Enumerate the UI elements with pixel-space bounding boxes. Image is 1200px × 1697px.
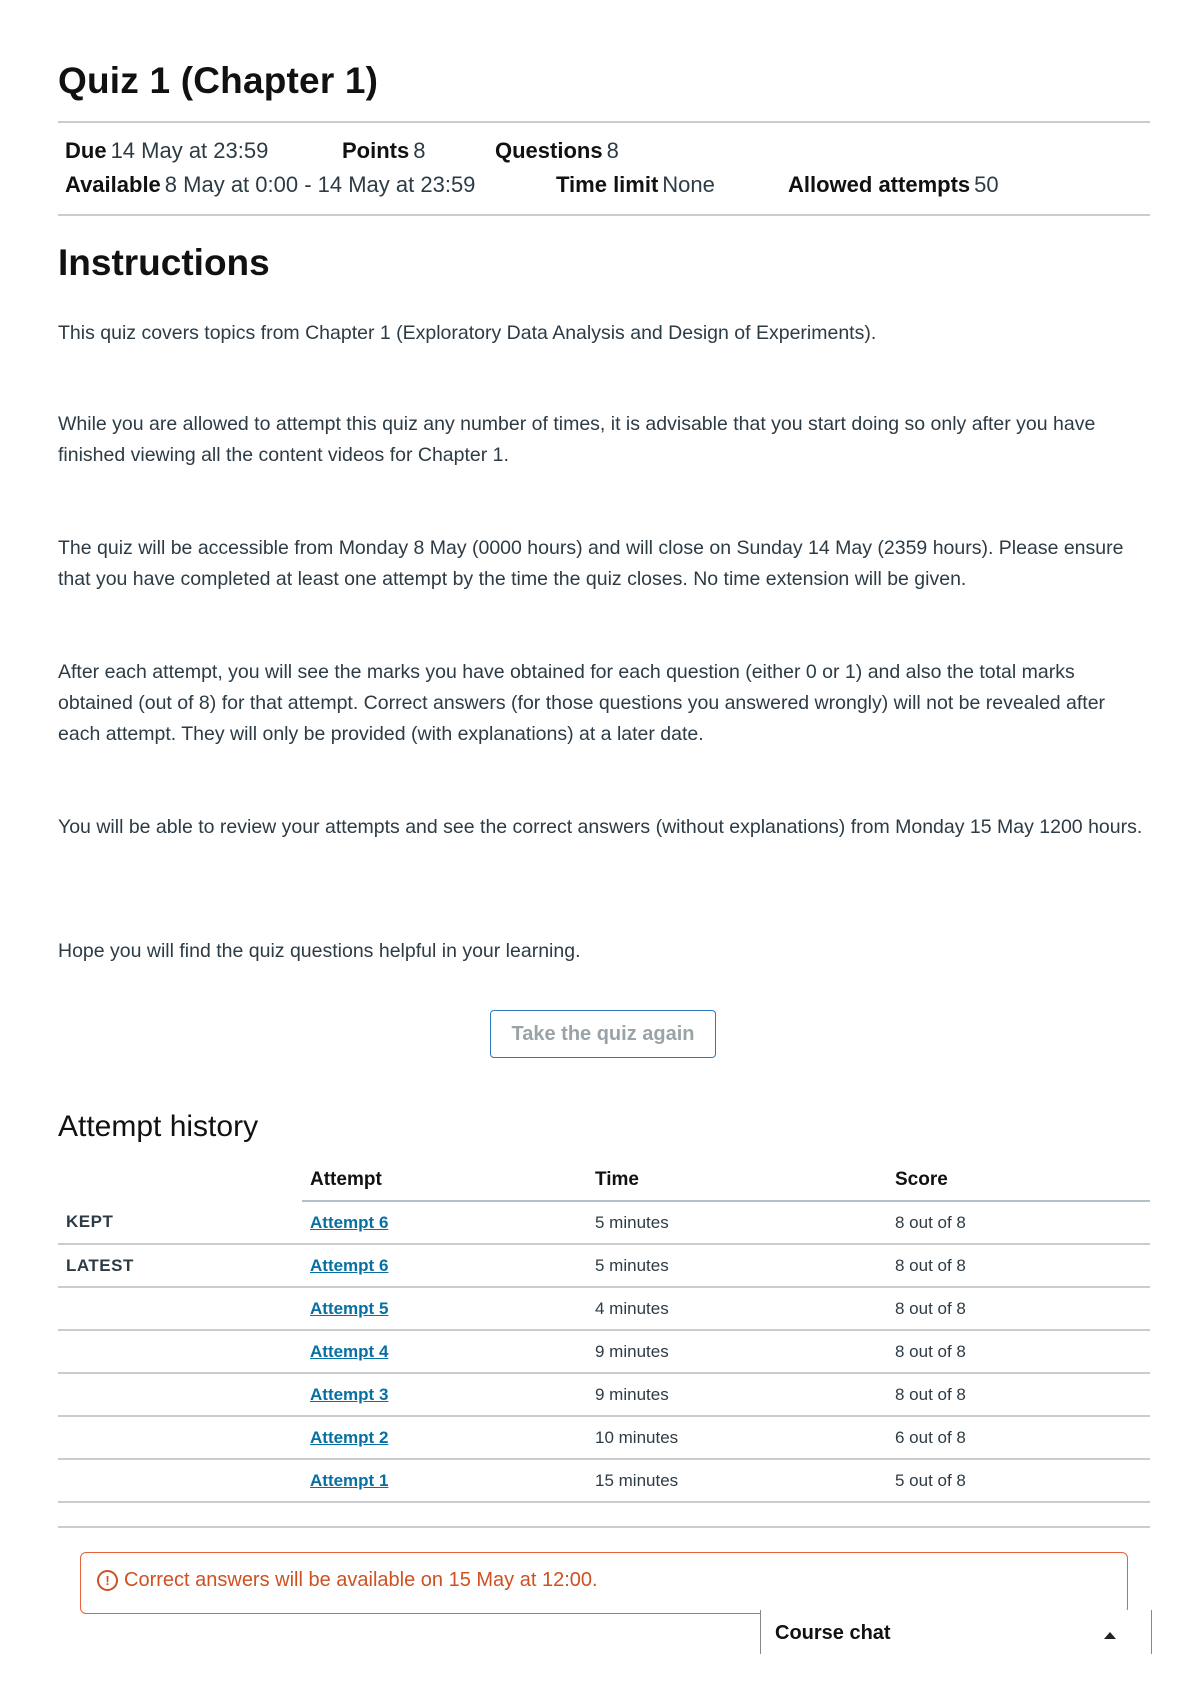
attempt-score: 5 out of 8 <box>887 1459 1150 1502</box>
points-label: Points <box>342 138 410 163</box>
attempt-link[interactable]: Attempt 5 <box>310 1298 389 1318</box>
attempt-time: 15 minutes <box>587 1459 887 1502</box>
quiz-meta-row-2 <box>65 172 1145 200</box>
attempt-history-table <box>58 1160 1150 1503</box>
due-value: 14 May at 23:59 <box>110 138 269 163</box>
due-label: Due <box>65 138 107 163</box>
attempt-link[interactable]: Attempt 6 <box>310 1255 389 1275</box>
attempt-link[interactable]: Attempt 6 <box>310 1212 389 1232</box>
course-chat-bar[interactable] <box>760 1610 1152 1654</box>
attempt-tag <box>58 1287 302 1330</box>
attempt-time: 5 minutes <box>587 1244 887 1287</box>
attempt-history-heading: Attempt history <box>58 1110 259 1143</box>
attempt-time: 9 minutes <box>587 1330 887 1373</box>
instructions-paragraph: You will be able to review your attempts and see the correct answers (without explanations) from Monday 15 May 1200 hours. <box>58 816 1143 838</box>
allowed-attempts-value: 50 <box>974 172 999 197</box>
instructions-paragraph: Hope you will find the quiz questions helpful in your learning. <box>58 940 581 962</box>
divider <box>58 121 1150 123</box>
time-limit-value: None <box>662 172 715 197</box>
attempt-time: 4 minutes <box>587 1287 887 1330</box>
instructions-paragraph: While you are allowed to attempt this quiz any number of times, it is advisable that you start doing so only after you have finished viewing all the content videos for Chapter 1. <box>58 413 1096 466</box>
tag-column-header <box>58 1160 302 1201</box>
questions-meta <box>495 138 619 164</box>
table-row <box>58 1416 1150 1459</box>
attempt-score: 8 out of 8 <box>887 1330 1150 1373</box>
divider <box>58 214 1150 216</box>
attempt-score: 8 out of 8 <box>887 1287 1150 1330</box>
take-quiz-again-button[interactable]: Take the quiz again <box>490 1010 716 1058</box>
table-row <box>58 1459 1150 1502</box>
instructions-paragraph: This quiz covers topics from Chapter 1 (Exploratory Data Analysis and Design of Experiments). <box>58 322 877 344</box>
attempt-score: 8 out of 8 <box>887 1244 1150 1287</box>
due-meta <box>65 138 268 164</box>
time-limit-label: Time limit <box>556 172 659 197</box>
attempt-tag <box>58 1373 302 1416</box>
questions-value: 8 <box>606 138 619 163</box>
table-row <box>58 1201 1150 1244</box>
attempt-link[interactable]: Attempt 2 <box>310 1427 389 1447</box>
quiz-meta-row-1 <box>65 138 1145 166</box>
instructions-heading: Instructions <box>58 242 270 283</box>
score-column-header: Score <box>887 1160 1150 1201</box>
attempt-tag: KEPT <box>58 1201 302 1244</box>
attempt-tag <box>58 1459 302 1502</box>
caret-up-icon[interactable] <box>1104 1632 1116 1639</box>
correct-answers-alert <box>80 1552 1128 1614</box>
points-value: 8 <box>413 138 426 163</box>
page-title: Quiz 1 (Chapter 1) <box>58 60 379 101</box>
attempt-time: 10 minutes <box>587 1416 887 1459</box>
available-label: Available <box>65 172 161 197</box>
table-row <box>58 1287 1150 1330</box>
available-meta <box>65 172 475 198</box>
attempt-score: 8 out of 8 <box>887 1201 1150 1244</box>
course-chat-label: Course chat <box>775 1622 891 1644</box>
instructions-paragraph: The quiz will be accessible from Monday 8 May (0000 hours) and will close on Sunday 14 May (2359 hours). Please ensure that you have completed at least one attempt by the time the quiz closes. No time extension will be given. <box>58 537 1124 590</box>
table-header-row <box>58 1160 1150 1201</box>
attempt-time: 5 minutes <box>587 1201 887 1244</box>
table-row <box>58 1244 1150 1287</box>
time-column-header: Time <box>587 1160 887 1201</box>
questions-label: Questions <box>495 138 603 163</box>
attempt-column-header: Attempt <box>302 1160 587 1201</box>
attempt-score: 6 out of 8 <box>887 1416 1150 1459</box>
attempt-link[interactable]: Attempt 1 <box>310 1470 389 1490</box>
divider <box>58 1526 1150 1528</box>
allowed-attempts-label: Allowed attempts <box>788 172 971 197</box>
time-limit-meta <box>556 172 715 198</box>
instructions-paragraph: After each attempt, you will see the marks you have obtained for each question (either 0 or 1) and also the total marks obtained (out of 8) for that attempt. Correct answers (for those questions you answered wrongly) will not be revealed after each attempt. They will only be provided (with explanations) at a later date. <box>58 661 1106 745</box>
available-value: 8 May at 0:00 - 14 May at 23:59 <box>164 172 476 197</box>
attempt-link[interactable]: Attempt 3 <box>310 1384 389 1404</box>
alert-message: Correct answers will be available on 15 May at 12:00. <box>124 1569 598 1591</box>
attempt-link[interactable]: Attempt 4 <box>310 1341 389 1361</box>
table-row <box>58 1330 1150 1373</box>
attempt-tag: LATEST <box>58 1244 302 1287</box>
attempt-tag <box>58 1330 302 1373</box>
table-row <box>58 1373 1150 1416</box>
attempt-score: 8 out of 8 <box>887 1373 1150 1416</box>
points-meta <box>342 138 425 164</box>
exclamation-circle-icon: ! <box>97 1570 118 1591</box>
allowed-attempts-meta <box>788 172 999 198</box>
attempt-time: 9 minutes <box>587 1373 887 1416</box>
attempt-tag <box>58 1416 302 1459</box>
